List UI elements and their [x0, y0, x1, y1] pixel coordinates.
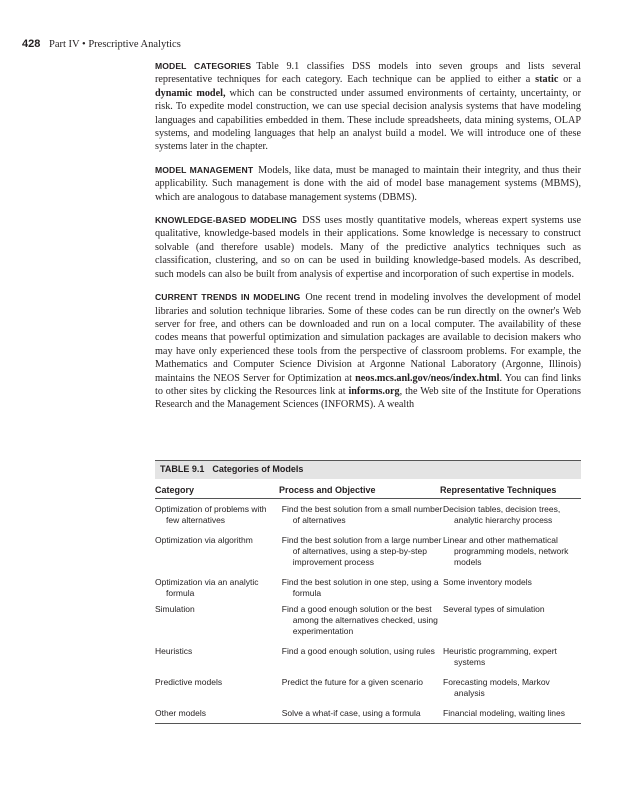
table-cell: Decision tables, decision trees, analytic hierarchy process: [443, 504, 561, 525]
table-cell: Some inventory models: [443, 577, 532, 587]
column-header: Category: [155, 485, 195, 495]
paragraph-text: or a: [558, 74, 581, 86]
table-row: [155, 599, 581, 637]
table-cell: Optimization of problems with few alternatives: [155, 504, 267, 525]
section-heading: MODEL CATEGORIES: [155, 61, 252, 71]
table-row: [155, 526, 581, 568]
table-cell: Predictive models: [155, 677, 223, 687]
table-row: [155, 499, 581, 526]
table-cell: Optimization via an analytic formula: [155, 577, 259, 598]
table-cell: Find a good enough solution or the best among the alternatives checked, using experimentation: [281, 604, 438, 636]
column-header: Representative Techniques: [440, 485, 557, 495]
table-cell: Linear and other mathematical programming models, network models: [443, 535, 569, 567]
page-number: 428: [22, 38, 41, 50]
table-row: [155, 699, 581, 719]
table-title: Categories of Models: [212, 464, 304, 474]
table-row: [155, 568, 581, 599]
paragraph-text: One recent trend in modeling involves the development of model libraries and solution technique libraries. Some of these codes can be run directly on the owner's Web server for free, and others can be downloaded and run on a local computer. The availability of these codes means that powerful optimization and simulation packages are available to decision makers who may have only experienced these tools from the perspective of classroom problems. For example, the Mathematics and Computer Science Division at Argonne National Laboratory (Argonne, Illinois) maintains the NEOS Server for Optimization at: [155, 292, 581, 384]
column-header: Process and Objective: [279, 485, 376, 495]
table-cell: Solve a what-if case, using a formula: [281, 708, 421, 718]
table-cell: Simulation: [155, 604, 195, 614]
section-heading: KNOWLEDGE-BASED MODELING: [155, 215, 298, 226]
table-categories-of-models: [155, 460, 581, 724]
table-cell: Optimization via algorithm: [155, 535, 253, 545]
paragraph-text: Table 9.1 classifies DSS models into seven groups and lists several representative techniques for each category. Each technique can be applied to either a: [155, 61, 581, 86]
running-header: [22, 38, 181, 50]
table-cell: Forecasting models, Markov analysis: [443, 677, 550, 698]
table-number: TABLE 9.1: [160, 464, 205, 474]
table-row: [155, 668, 581, 699]
link-informs: informs.org: [348, 385, 400, 397]
table-row: [155, 637, 581, 668]
term-static: static: [535, 74, 559, 86]
term-dynamic-model: dynamic model,: [155, 87, 226, 99]
table-cell: Find the best solution in one step, using a formula: [281, 577, 439, 598]
table-header-row: [155, 479, 581, 499]
table-cell: Financial modeling, waiting lines: [443, 708, 565, 718]
section-heading: MODEL MANAGEMENT: [155, 164, 254, 175]
paragraph-knowledge-based-modeling: [155, 214, 581, 281]
section-heading: CURRENT TRENDS IN MODELING: [155, 292, 301, 303]
table-caption: [155, 460, 581, 479]
paragraph-text: which can be constructed under assumed environments of certainty, uncertainty, or risk. To expedite model construction, we can use special decision analysis systems that have modeling languages and capabilities embedded in them. These include spreadsheets, data mining systems, OLAP systems, and modeling languages that help an analyst build a model. We will introduce one of these systems later in the chapter.: [155, 87, 581, 153]
paragraph-model-categories: [155, 60, 581, 154]
table-cell: Find a good enough solution, using rules: [281, 646, 435, 656]
paragraph-text: , the Web site of the Institute for Operations Research and the Management Sciences (INFORMS). A wealth: [155, 385, 581, 411]
paragraph-text: DSS uses mostly quantitative models, whereas expert systems use qualitative, knowledge-based models in their applications. Some knowledge is necessary to construct solvable (and therefore usable) models. Many of the predictive analytics techniques such as classification, clustering, and so on can be used in building knowledge-based models. As described, such models can also be built from analysis of expertise and incorporation of such expertise in models.: [155, 215, 581, 280]
table-bottom-rule: [155, 719, 581, 724]
paragraph-text: . You can find links to other sites by clicking the Resources link at: [155, 372, 581, 397]
running-head: Part IV • Prescriptive Analytics: [48, 39, 181, 50]
paragraph-text: Models, like data, must be managed to maintain their integrity, and thus their applicability. Such management is done with the aid of model base management systems (MBMS), which are analogous to database management systems (DBMS).: [155, 164, 581, 203]
table-cell: Find the best solution from a small number of alternatives: [281, 504, 443, 525]
link-neos: neos.mcs.anl.gov/neos/index.html: [355, 372, 500, 384]
paragraph-model-management: [155, 164, 581, 204]
table-cell: Other models: [155, 708, 207, 718]
body-text: [155, 60, 581, 422]
table-cell: Find the best solution from a large number of alternatives, using a step-by-step improvement process: [281, 535, 442, 567]
table-cell: Several types of simulation: [443, 604, 545, 614]
table-cell: Heuristic programming, expert systems: [443, 646, 557, 667]
table-cell: Heuristics: [155, 646, 193, 656]
table-cell: Predict the future for a given scenario: [281, 677, 424, 687]
paragraph-current-trends: [155, 291, 581, 412]
